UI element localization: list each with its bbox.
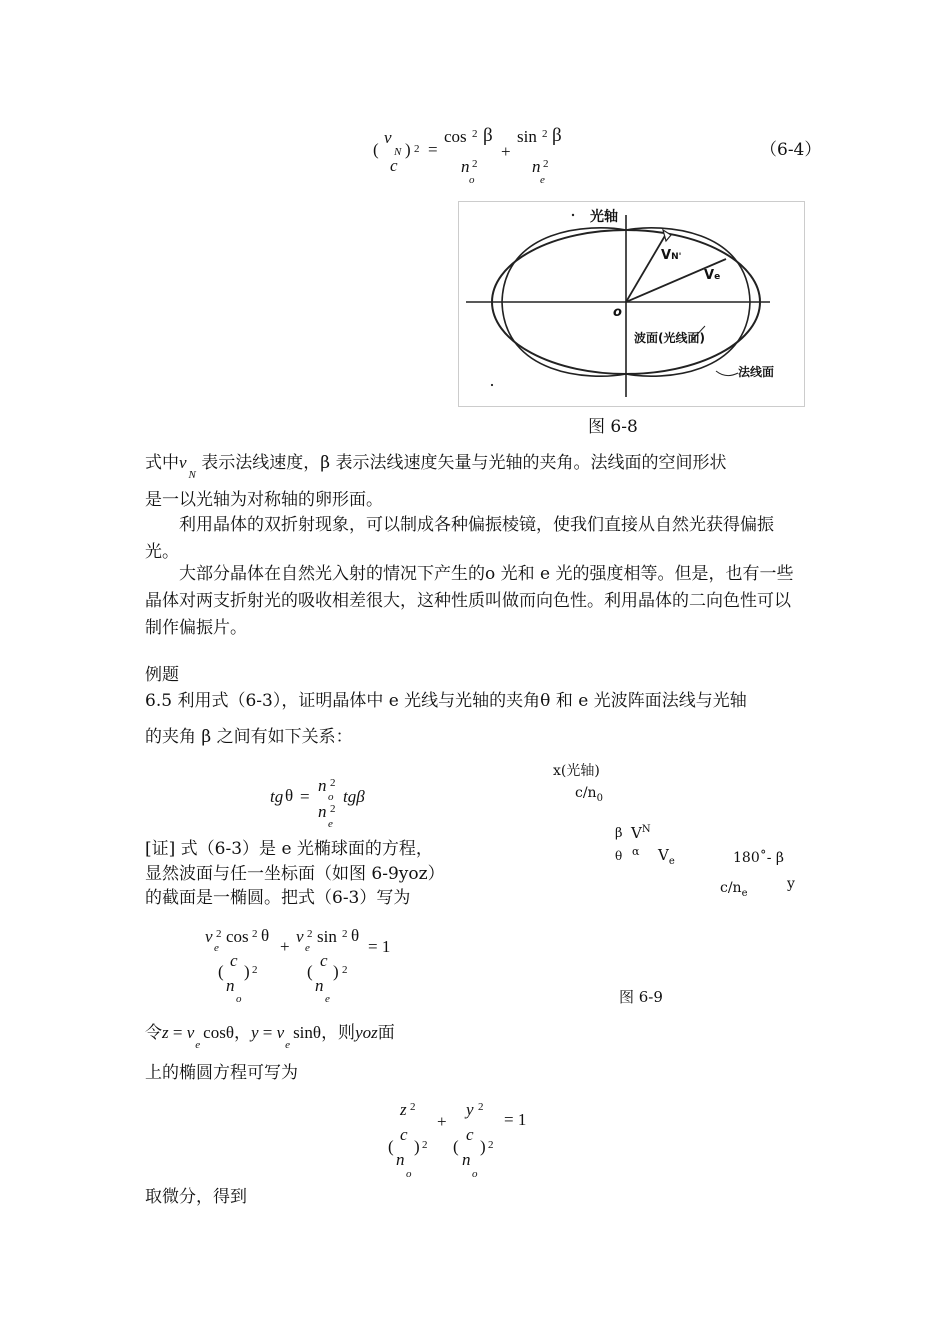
fin-y: y: [466, 1100, 474, 1119]
eq64-no-exp: 2: [472, 158, 478, 170]
let-theta-1: θ: [225, 1023, 234, 1042]
eq64-ne-exp: 2: [543, 158, 549, 170]
para1-v-subscript: N: [188, 469, 196, 481]
fin-den1-exp: 2: [422, 1139, 428, 1151]
let-y: y: [250, 1023, 259, 1042]
let-ve-sub-1: e: [195, 1039, 201, 1051]
fin-n1: n: [396, 1150, 405, 1169]
fig69-c-n0-label: $c/n_0$: [575, 785, 603, 804]
fig69-beta-label: β: [615, 826, 623, 841]
eq64-equals: =: [428, 140, 438, 159]
paragraph-birefringence: 利用晶体的双折射现象，可以制成各种偏振棱镜，使我们直接从自然光获得偏振光。: [145, 515, 774, 562]
eq64-sub-e: e: [540, 174, 545, 186]
ell-n2-sub: e: [325, 993, 330, 1005]
ell-v1-exp: 2: [216, 928, 222, 940]
ell-n1: n: [226, 976, 235, 995]
let-z: z: [162, 1023, 169, 1042]
eq64-v: v: [384, 128, 392, 147]
ell-den1-exp: 2: [252, 964, 258, 976]
ve-label: Ve: [704, 268, 721, 283]
tg-label: tg: [270, 787, 284, 806]
fig69-ve-label: $V_e$: [658, 846, 675, 867]
let-face: 面: [377, 1023, 395, 1043]
fin-lp2: (: [453, 1137, 459, 1156]
let-eq-1: =: [168, 1023, 187, 1042]
speck-mark: [572, 214, 574, 216]
fin-equals-one: = 1: [504, 1110, 527, 1129]
fig69-angle-label: 180˚- β: [733, 850, 784, 866]
fin-c2: c: [466, 1125, 474, 1144]
proof-line-1: [证] 式（6-3）是 e 光椭球面的方程，: [145, 839, 433, 859]
let-then: ，则: [321, 1023, 356, 1043]
eq64-sin: sin: [517, 127, 537, 146]
ell-rp1: ): [244, 962, 250, 981]
wave-surface-label: 波面(光线面): [634, 331, 705, 345]
fig69-theta-label: θ: [615, 849, 623, 863]
tg-beta: tgβ: [343, 787, 365, 806]
fig69-alpha-label: α: [632, 845, 640, 858]
eq64-exp: 2: [414, 143, 420, 155]
fin-den2-exp: 2: [488, 1139, 494, 1151]
ell-v1: v: [205, 927, 213, 946]
optic-axis-label: 光轴: [590, 209, 618, 225]
tg-equals: =: [300, 787, 310, 806]
ell-cos-exp: 2: [252, 928, 258, 940]
fin-rp1: ): [414, 1137, 420, 1156]
let-sin: sin: [293, 1023, 313, 1042]
ellipse-intro-line: 上的椭圆方程可写为: [145, 1063, 298, 1083]
fin-z-exp: 2: [410, 1101, 416, 1113]
fin-y-exp: 2: [478, 1101, 484, 1113]
tg-sub-e: e: [328, 818, 333, 830]
para1-text-b: 表示法线速度，β 表示法线速度矢量与光轴的夹角。法线面的空间形状: [195, 453, 727, 473]
let-eq-2: =: [258, 1023, 277, 1042]
tg-sub-o: o: [328, 791, 334, 803]
fig69-y-label: y: [787, 876, 795, 892]
figure-6-9-caption: 图 6-9: [619, 988, 663, 1006]
ell-c2: c: [320, 951, 328, 970]
ell-n1-sub: o: [236, 993, 242, 1005]
let-text: 令: [145, 1023, 162, 1043]
ell-rp2: ): [333, 962, 339, 981]
let-v-1: v: [186, 1023, 195, 1042]
ell-n2: n: [315, 976, 324, 995]
fig69-vn-label: $V^N$: [631, 824, 651, 842]
ell-c1: c: [230, 951, 238, 970]
ell-lp2: (: [307, 962, 313, 981]
ell-lp1: (: [218, 962, 224, 981]
tg-n-den: n: [318, 802, 327, 821]
fin-n2: n: [462, 1150, 471, 1169]
proof-line-2: 显然波面与任一坐标面（如图 6-9yoz）: [145, 864, 445, 884]
figure-6-8-caption: 图 6-8: [588, 417, 638, 437]
fin-rp2: ): [480, 1137, 486, 1156]
problem-line-1: 6.5 利用式（6-3），证明晶体中 e 光线与光轴的夹角θ 和 e 光波阵面法线与光轴: [145, 691, 747, 711]
ell-equals-one: = 1: [368, 937, 391, 956]
ell-v2-sub: e: [305, 942, 310, 954]
para1-v-symbol: v: [179, 453, 187, 472]
fin-z: z: [400, 1100, 407, 1119]
let-ve-sub-2: e: [285, 1039, 291, 1051]
origin-label: o: [613, 305, 622, 320]
fig69-c-ne-label: $c/n_e$: [720, 880, 748, 899]
ell-v2-exp: 2: [307, 928, 313, 940]
let-comma: ，: [233, 1023, 251, 1043]
fin-n1-sub: o: [406, 1168, 412, 1180]
fin-n2-sub: o: [472, 1168, 478, 1180]
eq64-number: （6-4）: [760, 140, 822, 160]
fin-plus: +: [437, 1112, 447, 1131]
speck-mark-2: [491, 384, 493, 386]
eq64-sub-n: N: [394, 146, 402, 158]
eq64-sub-o: o: [469, 174, 475, 186]
eq64-n-o: n: [461, 157, 470, 176]
vn-label: VN': [661, 248, 682, 263]
eq64-beta-2: β: [552, 125, 562, 146]
ell-v1-sub: e: [214, 942, 219, 954]
fin-c1: c: [400, 1125, 408, 1144]
eq64-beta-1: β: [483, 125, 493, 146]
eq64-cos-exp: 2: [472, 128, 478, 140]
eq64-plus: +: [501, 142, 511, 161]
ell-den2-exp: 2: [342, 964, 348, 976]
paragraph-normal-velocity: [145, 449, 727, 479]
tg-den-exp: 2: [330, 803, 336, 815]
eq64-c: c: [390, 156, 398, 175]
eq64-sin-exp: 2: [542, 128, 548, 140]
figure-6-8: [458, 201, 805, 407]
tg-theta: θ: [285, 786, 294, 805]
eq64-cos: cos: [444, 127, 467, 146]
ell-theta-1: θ: [261, 926, 270, 945]
ell-sin-exp: 2: [342, 928, 348, 940]
paragraph-dichroism: 大部分晶体在自然光入射的情况下产生的o 光和 e 光的强度相等。但是，也有一些晶体对两支折射光的吸收相差很大，这种性质叫做而向色性。利用晶体的二向色性可以制作偏振片。: [145, 564, 794, 638]
differentiate-line: 取微分，得到: [145, 1187, 247, 1207]
let-v-2: v: [276, 1023, 285, 1042]
ell-sin: sin: [317, 927, 337, 946]
let-theta-2: θ: [312, 1023, 322, 1042]
let-yoz: yoz: [355, 1023, 378, 1042]
proof-line-3: 的截面是一椭圆。把式（6-3）写为: [145, 888, 411, 908]
ell-v2: v: [296, 927, 304, 946]
ell-theta-2: θ: [351, 926, 360, 945]
tg-n-num: n: [318, 776, 327, 795]
normal-surface-label: 法线面: [738, 365, 775, 379]
para1-text-a: 式中: [145, 453, 179, 473]
fig69-x-axis-label: x(光轴): [553, 763, 600, 779]
ell-cos: cos: [226, 927, 249, 946]
example-heading: 例题: [145, 665, 179, 685]
eq64-n-e: n: [532, 157, 541, 176]
paragraph-normal-surface-shape: 是一以光轴为对称轴的卵形面。: [145, 490, 383, 510]
let-cos: cos: [203, 1023, 226, 1042]
tg-num-exp: 2: [330, 777, 336, 789]
eq64-open-paren: (: [373, 140, 379, 159]
fin-lp1: (: [388, 1137, 394, 1156]
ell-plus: +: [280, 937, 290, 956]
substitution-line: [145, 1019, 395, 1049]
eq64-close-paren: ): [405, 140, 411, 159]
problem-line-2: 的夹角 β 之间有如下关系：: [145, 727, 353, 747]
